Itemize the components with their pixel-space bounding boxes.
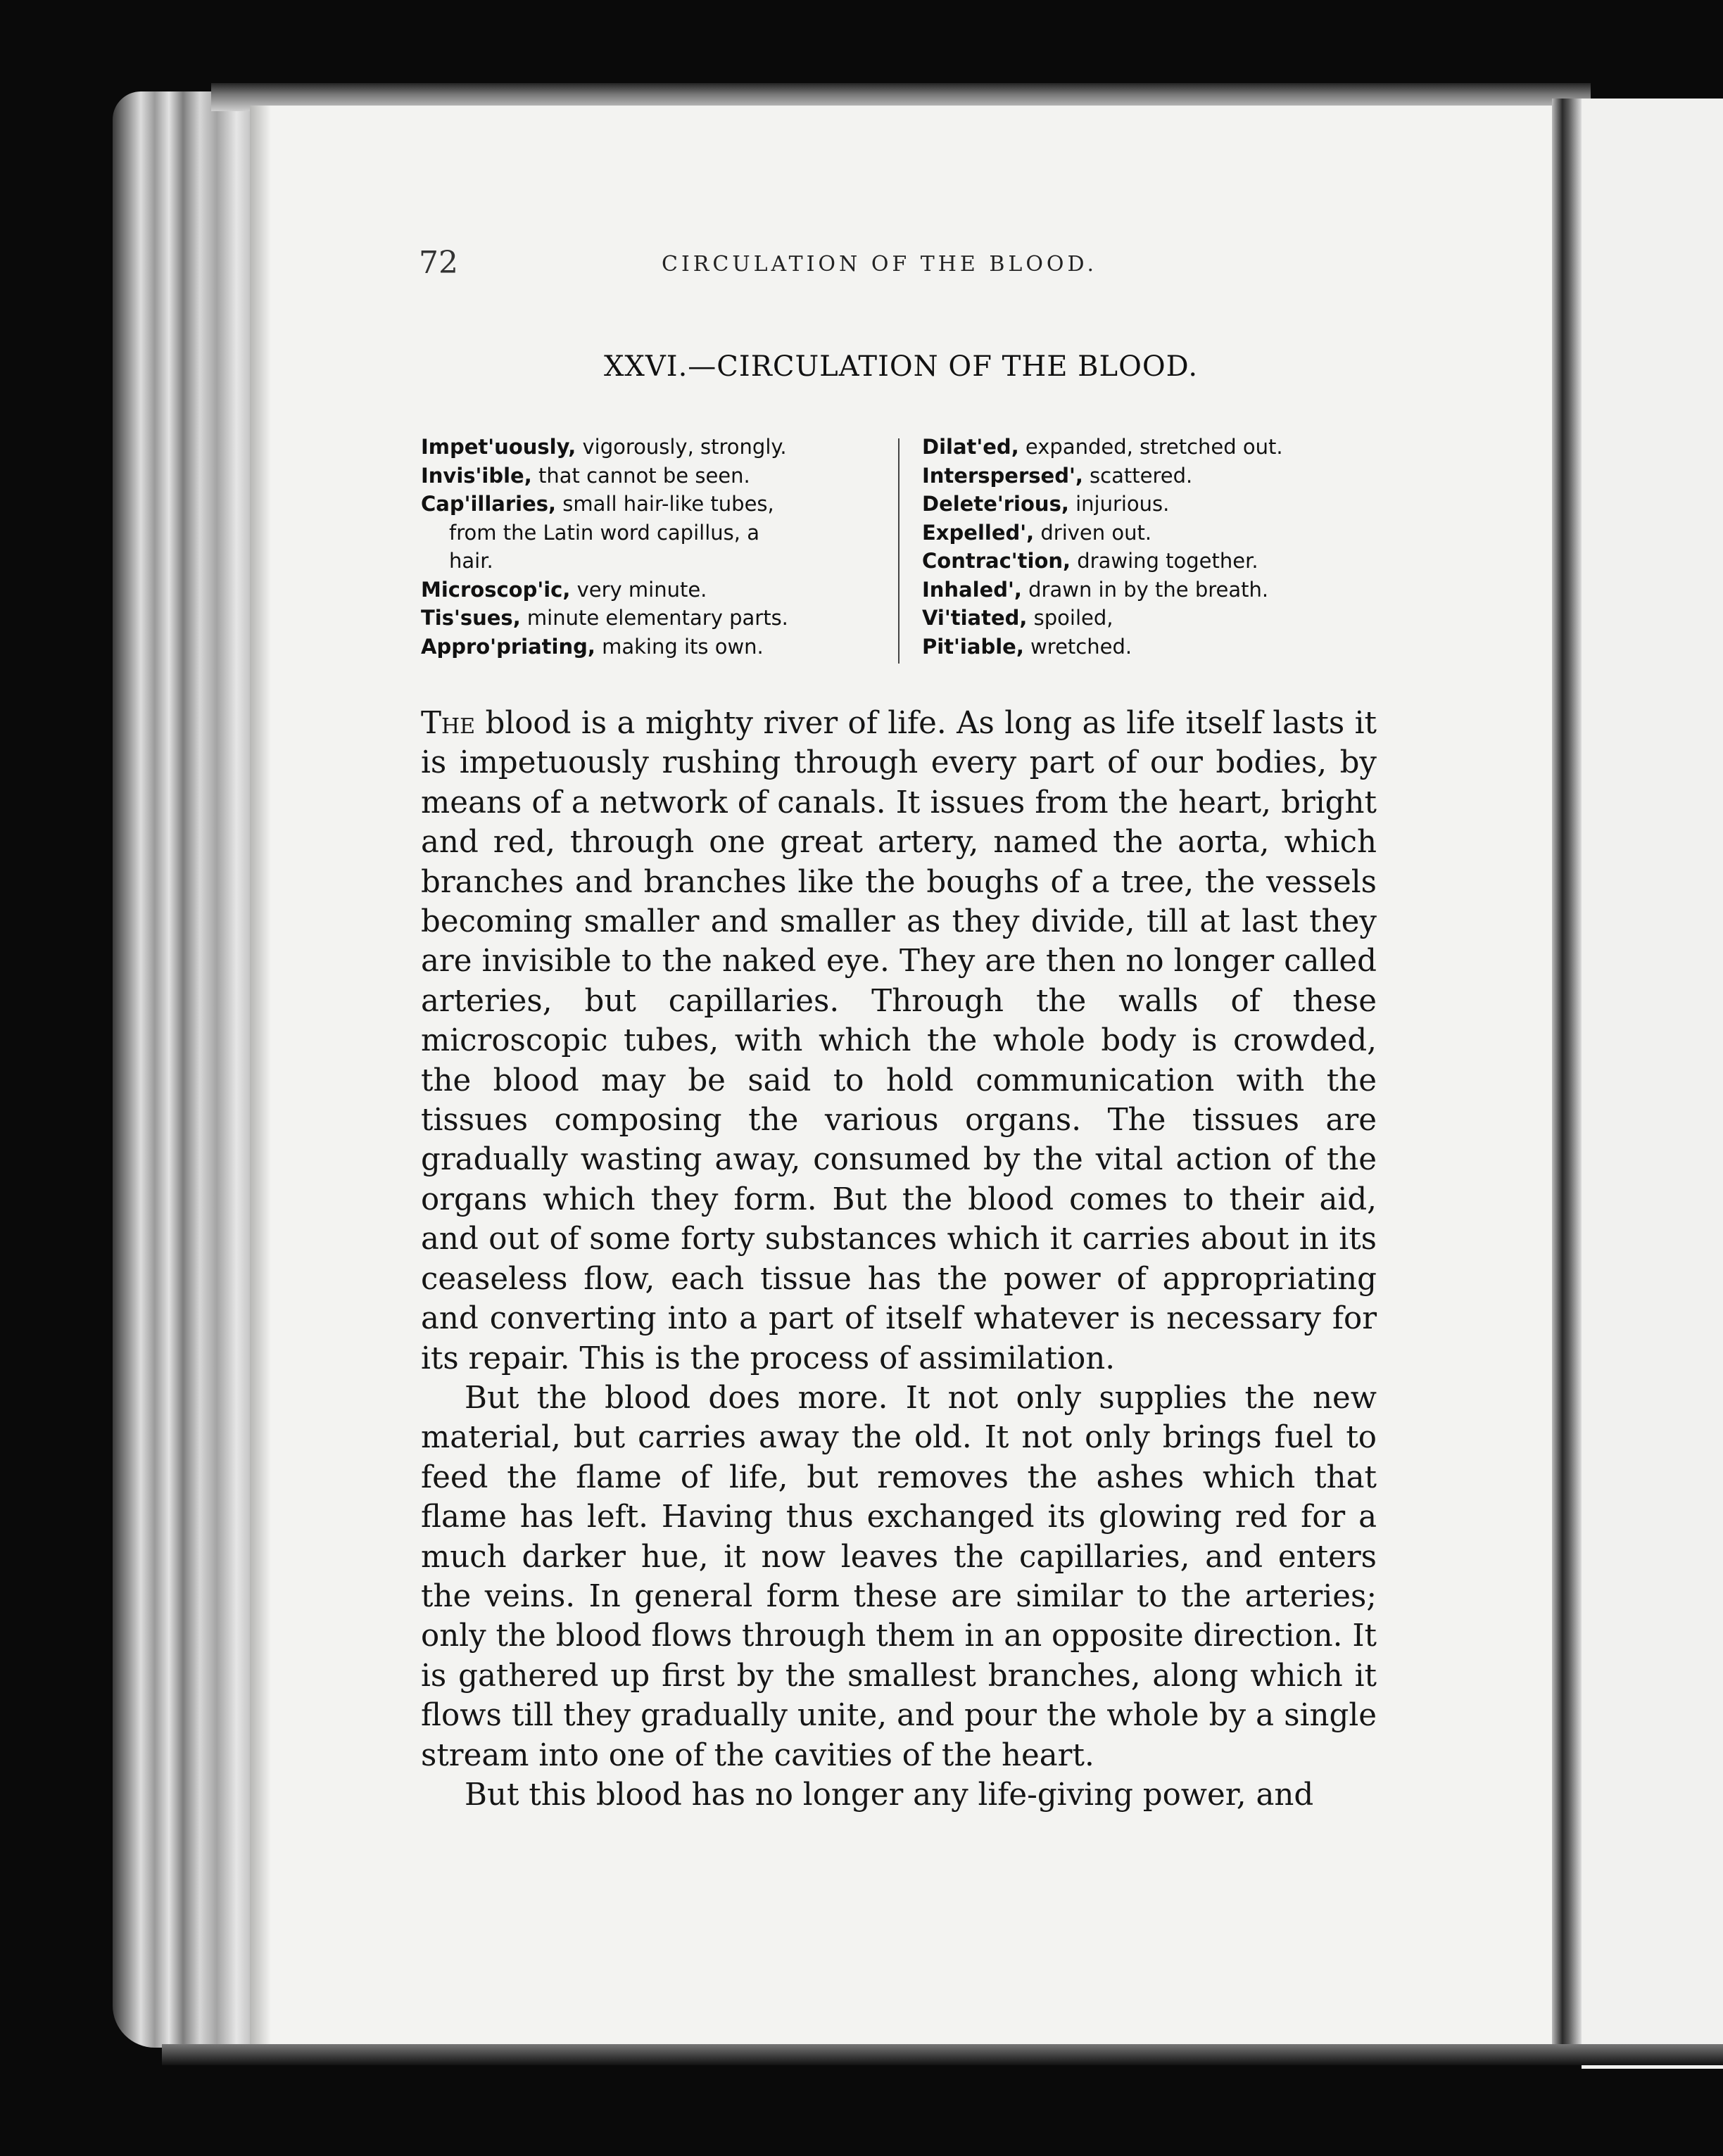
- body-paragraph: But this blood has no longer any life-giving power, and: [465, 1777, 1314, 1813]
- body-paragraph: But the blood does more. It not only supplies the new material, but carries away the old. It not only brings fuel to feed the flame of life, but removes the ashes which that flame has left. Having thus exchanged its glowing red for a much darker hue, it now leaves the capillaries, and enters the veins. In general form these are similar to the arteries; only the blood flows through them in an opposite direction. It is gathered up first by the smallest branches, along which it flows till they gradually unite, and pour the whole by a single stream into one of the cavities of the heart.: [421, 1380, 1377, 1773]
- glossary-term: Impet'uously,: [421, 435, 576, 459]
- glossary-entry: [922, 547, 1387, 576]
- glossary-entry: [922, 433, 1387, 462]
- glossary-term: Invis'ible,: [421, 463, 532, 488]
- glossary-entry: [922, 519, 1387, 547]
- chapter-title: XXVI.—CIRCULATION OF THE BLOOD.: [603, 350, 1199, 383]
- glossary-left-column: [421, 433, 885, 661]
- page-number: 72: [419, 245, 458, 281]
- glossary-entry: [922, 462, 1387, 490]
- facing-page: [1582, 99, 1723, 2069]
- glossary-term: Tis'sues,: [421, 606, 521, 630]
- glossary-term: Inhaled',: [922, 577, 1022, 602]
- page-shadow: [250, 106, 271, 2048]
- glossary-definition: hair.: [449, 549, 493, 573]
- glossary-definition: from the Latin word capillus, a: [449, 520, 759, 545]
- glossary-entry: [421, 633, 885, 661]
- paragraph-lead-word: The: [421, 706, 476, 741]
- glossary-entry: [421, 490, 885, 519]
- book-bottom-edge: [162, 2044, 1723, 2065]
- running-head: CIRCULATION OF THE BLOOD.: [662, 252, 1098, 277]
- glossary-definition: minute elementary parts.: [520, 606, 788, 630]
- glossary-entry-continued: [421, 519, 885, 547]
- glossary-entry: [421, 604, 885, 633]
- glossary: [421, 433, 1382, 668]
- page-edges: [113, 91, 253, 2048]
- book-gutter: [1552, 99, 1582, 2062]
- glossary-entry: [421, 462, 885, 490]
- glossary-definition: expanded, stretched out.: [1018, 435, 1283, 459]
- glossary-definition: spoiled,: [1027, 606, 1113, 630]
- glossary-entry-continued: [421, 547, 885, 576]
- glossary-entry: [922, 490, 1387, 519]
- glossary-definition: making its own.: [595, 634, 764, 659]
- glossary-term: Expelled',: [922, 520, 1035, 545]
- glossary-divider: [898, 438, 900, 664]
- glossary-definition: wretched.: [1023, 634, 1132, 659]
- body-text: [421, 704, 1377, 1815]
- glossary-term: Pit'iable,: [922, 634, 1024, 659]
- paragraph-text: blood is a mighty river of life. As long as life itself lasts it is impetuously rushing through every part of our bodies, by means of a network of canals. It issues from the heart, bright and red, through one great artery, named the aorta, which branches and branches like the boughs of a tree, the vessels becoming smaller and smaller as they divide, till at last they are invisible to the naked eye. They are then no longer called arteries, but capillaries. Through the walls of these microscopic tubes, with which the whole body is crowded, the blood may be said to hold communication with the tissues composing the various organs. The tissues are gradually wasting away, consumed by the vital action of the organs which they form. But the blood comes to their aid, and out of some forty substances which it carries about in its ceaseless flow, each tissue has the power of appropriating and converting into a part of itself whatever is necessary for its repair. This is the process of assimilation.: [421, 706, 1377, 1376]
- glossary-definition: very minute.: [570, 577, 707, 602]
- glossary-entry: [922, 576, 1387, 604]
- glossary-definition: driven out.: [1034, 520, 1152, 545]
- body-paragraph: [421, 704, 1377, 1378]
- page-header: [419, 245, 1376, 287]
- glossary-entry: [922, 633, 1387, 661]
- glossary-definition: drawing together.: [1071, 549, 1258, 573]
- glossary-entry: [421, 576, 885, 604]
- glossary-term: Cap'illaries,: [421, 492, 557, 516]
- glossary-definition: vigorously, strongly.: [576, 435, 787, 459]
- glossary-right-column: [922, 433, 1387, 661]
- glossary-term: Microscop'ic,: [421, 577, 571, 602]
- glossary-term: Interspersed',: [922, 463, 1083, 488]
- glossary-definition: scattered.: [1083, 463, 1193, 488]
- glossary-definition: drawn in by the breath.: [1021, 577, 1269, 602]
- glossary-definition: injurious.: [1068, 492, 1170, 516]
- glossary-entry: [421, 433, 885, 462]
- glossary-term: Appro'priating,: [421, 634, 595, 659]
- glossary-term: Contrac'tion,: [922, 549, 1071, 573]
- glossary-entry: [922, 604, 1387, 633]
- glossary-definition: small hair-like tubes,: [556, 492, 774, 516]
- glossary-term: Vi'tiated,: [922, 606, 1028, 630]
- glossary-term: Dilat'ed,: [922, 435, 1019, 459]
- glossary-definition: that cannot be seen.: [531, 463, 750, 488]
- glossary-term: Delete'rious,: [922, 492, 1069, 516]
